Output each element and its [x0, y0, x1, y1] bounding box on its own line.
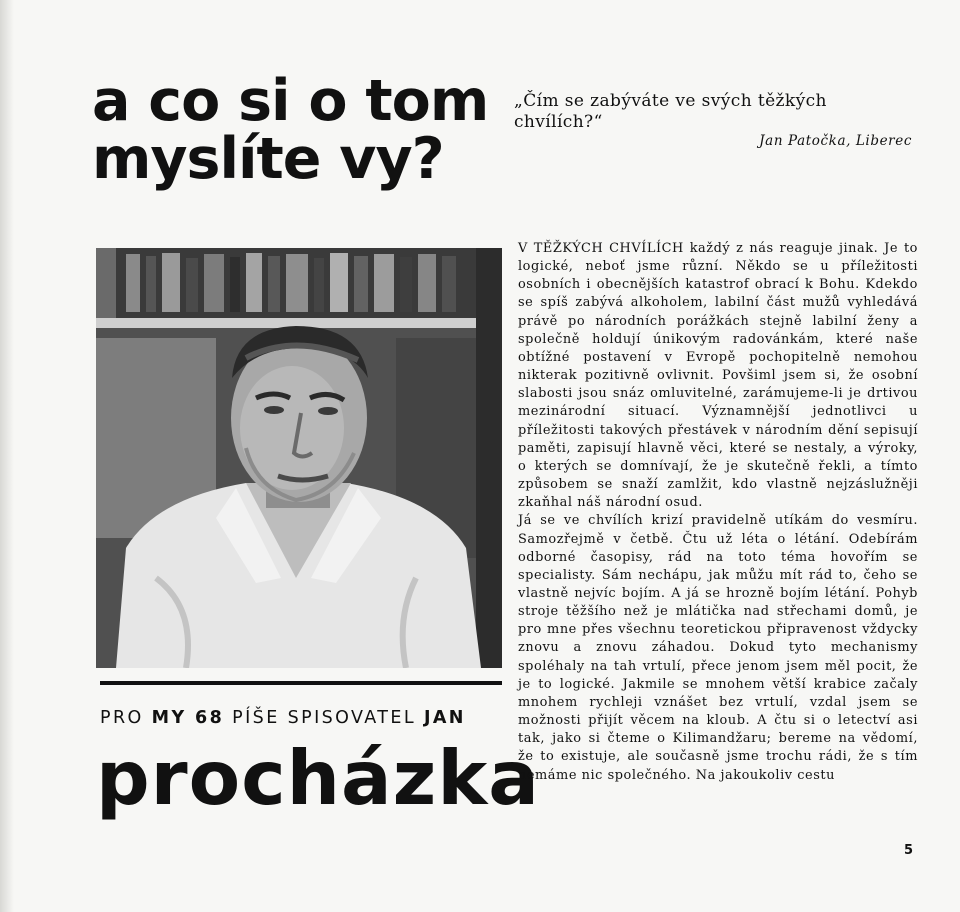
reader-question: „Čím se zabýváte ve svých těžkých chvílích?“ — [514, 91, 827, 132]
page-number: 5 — [904, 843, 914, 858]
headline-line-1: a co si o tom — [92, 68, 489, 134]
author-portrait-image — [96, 248, 502, 668]
article-paragraph-1: V TĚŽKÝCH CHVÍLÍCH každý z nás reaguje jinak. Je to logické, neboť jsme různí. Někdo se u příležitosti osobních i obecnějších katastrof obrací k Bohu. Kdekdo se spíš zabývá alkoholem, labilní část mužů vyhledává právě po národních porážkách stejně labilní ženy a společně holdují únikovým radovánkám, které naše obtížné postavení v Evropě pochopitelně nemohou nikterak pozitivně ovlivnit. Povšiml jsem si, že osobní slabosti jsou snáz omluvitelné, zarámujeme-li je drtivou mezinárodní situací. Významnější jednotlivci u příležitosti takových přestávek v národním dění sepisují paměti, zapisují hlavně věci, které se nestaly, a výroky, o kterých se domnívají, že je skutečně řekli, a tímto způsobem se snaží zamlžit, kdo vlastně nejzáslužněji zkaňhal náš národní osud. — [518, 241, 918, 511]
page-spine-shadow — [0, 0, 14, 912]
photo-divider-rule — [100, 681, 502, 685]
reader-signature: Jan Patočka, Liberec — [759, 133, 912, 149]
author-photo — [96, 248, 502, 668]
byline-firstname: JAN — [423, 708, 466, 728]
headline — [92, 68, 502, 192]
byline-prefix: PRO — [100, 708, 144, 728]
byline-magazine: MY 68 — [151, 708, 225, 728]
headline-line-2: myslíte vy? — [92, 126, 444, 192]
author-surname: procházka — [96, 734, 540, 822]
article-paragraph-2: Já se ve chvílích krizí pravidelně utíkám do vesmíru. Samozřejmě v četbě. Čtu už léta o létání. Odebírám odborné časopisy, rád na toto téma hovořím se specialisty. Sám nechápu, jak můžu mít rád to, čeho se vlastně nejvíc bojím. A já se hrozně bojím létání. Pohyb stroje těžšího než je mlátička nad střechami domů, je pro mne přes všechnu teoretickou připravenost vždycky znovu a znovu záhadou. Dokud tyto mechanismy spoléhaly na tah vrtulí, přece jenom jsem měl pocit, že je to logické. Jakmile se mnohem větší krabice začaly mnohem rychleji vznášet bez vrtulí, vzdal jsem se možnosti přijít věcem na kloub. A čtu si o letectví asi tak, jako si čteme o Kilimandžaru; bereme na vědomí, že to existuje, ale současně jsme trochu rádi, že s tím nemáme nic společného. Na jakoukoliv cestu — [518, 513, 918, 783]
article-body — [518, 240, 918, 785]
byline-middle: PÍŠE SPISOVATEL — [232, 708, 416, 728]
author-byline — [100, 708, 502, 728]
